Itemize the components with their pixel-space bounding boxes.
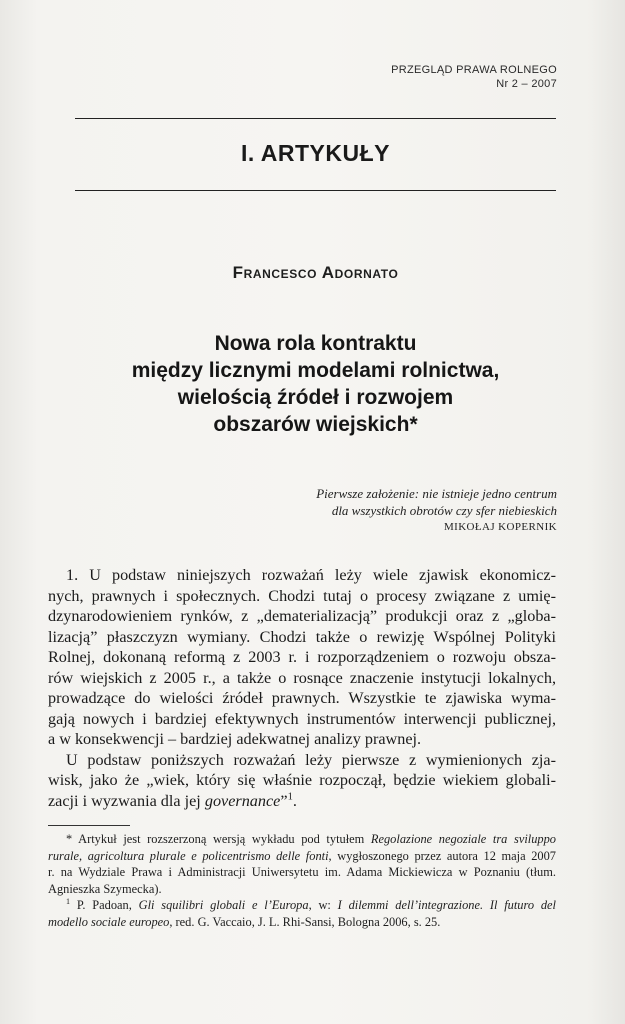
- footnote-italic: I dilemmi dell’integrazione. Il futuro del: [337, 898, 556, 912]
- body-line: gają nowych i bardziej efektywnych instrumentów interwencji publicznej,: [48, 709, 556, 728]
- body-line: a w konsekwencji – bardziej adekwatnej analizy prawnej.: [48, 730, 422, 748]
- footnote-text: , wygłoszonego przez autora 12 maja 2007: [328, 848, 557, 863]
- footnote-ref: 1: [287, 791, 293, 803]
- footnote-italic: Gli squilibri globali e l’Europa: [138, 898, 309, 912]
- epigraph: [137, 485, 557, 536]
- footnote-line: [48, 831, 556, 848]
- top-rule: [75, 118, 556, 119]
- journal-name: PRZEGLĄD PRAWA ROLNEGO: [391, 64, 557, 76]
- footnote-text: Artykuł jest rozszerzoną wersją wykładu pod tytułem: [78, 832, 371, 846]
- body-line-last: [48, 791, 556, 812]
- body-text-run: ”: [280, 791, 288, 810]
- footnote-text: P. Padoan,: [76, 898, 139, 912]
- body-line: U podstaw poniższych rozważań leży pierwsze z wymienionych zja-: [66, 750, 556, 769]
- epigraph-line: dla wszystkich obrotów czy sfer niebieskich: [331, 503, 557, 518]
- title-line: między licznymi modelami rolnictwa,: [131, 359, 500, 382]
- article-title: [75, 330, 556, 438]
- body-text-run: .: [292, 791, 297, 810]
- running-header: [391, 63, 557, 91]
- body-text-run: zacji i wyzwania dla jej: [48, 791, 205, 810]
- footnote-line: [48, 897, 556, 914]
- footnote-italic: rurale, agricoltura plurale e policentrismo delle fonti: [48, 848, 329, 863]
- body-line: wisk, jako że „wiek, który się właśnie rozpoczął, będzie wiekiem globali-: [48, 771, 556, 789]
- title-line: Nowa rola kontraktu: [214, 332, 417, 355]
- title-line: obszarów wiejskich*: [213, 413, 418, 436]
- body-line: prowadzące do wielości źródeł prawnych. Wszystkie te zjawiska wyma-: [48, 689, 556, 707]
- epigraph-line: Pierwsze założenie: nie istnieje jedno centrum: [316, 486, 557, 501]
- author-name: Francesco Adornato: [232, 263, 399, 282]
- footnotes: [48, 831, 556, 930]
- title-line: wielością źródeł i rozwojem: [177, 386, 454, 409]
- footnote-line: Agnieszka Szymecka).: [48, 881, 162, 896]
- footnote-line: [48, 848, 556, 865]
- body-line: lizacją” płaszczyzn wymiany. Chodzi także o rewizję Wspólnej Polityki: [48, 627, 556, 646]
- footnote-italic: Regolazione negoziale tra sviluppo: [370, 832, 556, 846]
- footnote-italic: modello sociale europeo: [48, 914, 170, 929]
- section-title: I. ARTYKUŁY: [240, 140, 391, 166]
- body-line: nych, prawnych i społecznych. Chodzi tutaj o procesy związane z umię-: [48, 586, 556, 605]
- footnote-text: , red. G. Vaccaio, J. L. Rhi-Sansi, Bologna 2006, s. 25.: [169, 914, 441, 929]
- footnote-mark: *: [66, 832, 73, 846]
- body-line: Rolnej, dokonaną reformą z 2003 r. i rozporządzeniem o rozwoju obsza-: [48, 648, 556, 666]
- footnote-text: , w:: [308, 898, 338, 912]
- issue-number: Nr 2 – 2007: [496, 78, 557, 90]
- bottom-rule: [75, 190, 556, 191]
- body-text: [48, 565, 556, 811]
- body-line: rów wiejskich z 2005 r., a także o rosnące znaczenie instytucji lokalnych,: [48, 668, 556, 687]
- epigraph-attribution: MIKOŁAJ KOPERNIK: [443, 521, 557, 533]
- footnote-separator: [48, 825, 130, 826]
- body-line: 1. U podstaw niniejszych rozważań leży wiele zjawisk ekonomicz-: [66, 566, 556, 584]
- footnote-line: r. na Wydziale Prawa i Administracji Uniwersytetu im. Adama Mickiewicza w Poznaniu (tłum.: [48, 865, 556, 879]
- footnote-mark: 1: [66, 896, 71, 906]
- body-italic-run: governance: [204, 791, 281, 810]
- body-line: dzynarodowieniem rynków, z „dematerializacją” produkcji oraz z „globa-: [48, 607, 556, 625]
- footnote-line: [48, 914, 556, 931]
